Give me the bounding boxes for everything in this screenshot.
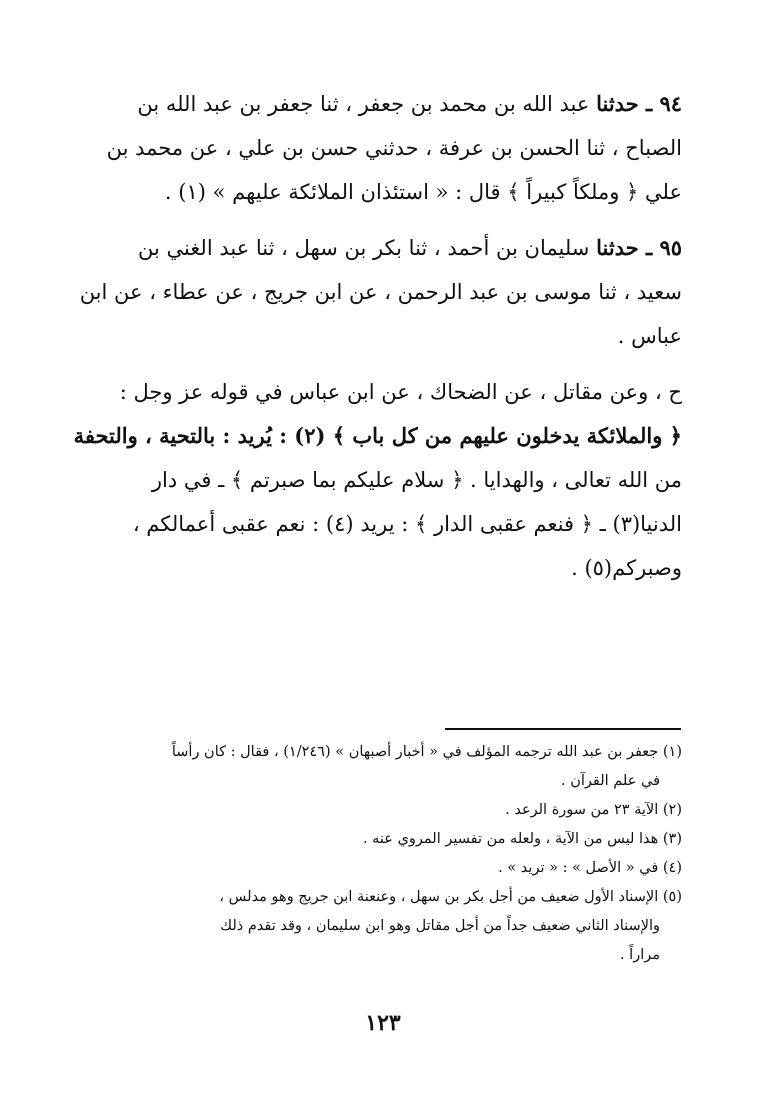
hadith-number-heading: ٩٤ ـ حدثنا [596, 91, 682, 116]
footnote-line: (١) جعفر بن عبد الله ترجمه المؤلف في « أخبار أصبهان » (١/٢٤٦) ، فقال : كان رأساً [171, 744, 682, 760]
paragraph-line [136, 170, 682, 214]
line-text: عبد الله بن محمد بن جعفر ، ثنا جعفر بن عبد الله بن [137, 92, 597, 116]
footnote-separator [445, 728, 681, 730]
paragraph-line [136, 314, 682, 358]
paragraph-line [73, 414, 682, 458]
footnote-line: (٤) في « الأصل » : « تريد » . [498, 860, 682, 876]
line-text: الصباح ، ثنا الحسن بن عرفة ، حدثني حسن بن علي ، عن محمد بن [106, 136, 682, 160]
line-text: سليمان بن أحمد ، ثنا بكر بن سهل ، ثنا عبد الغني بن [137, 236, 597, 260]
hadith-94-paragraph [106, 82, 682, 214]
paragraph-line [136, 226, 682, 270]
paragraph-line [119, 370, 682, 414]
line-text: ﴿ والملائكة يدخلون عليهم من كل باب ﴾ (٢) : يُريد : بالتحية ، والتحفة [73, 423, 682, 448]
hadith-95-paragraph [79, 226, 682, 358]
paragraph-line [132, 502, 682, 546]
paragraph-line [136, 458, 682, 502]
footnote-line: مراراً . [619, 947, 660, 963]
footnote-line: (٣) هذا ليس من الآية ، ولعله من تفسير المروي عنه . [362, 831, 682, 847]
line-text: عباس . [617, 324, 682, 348]
paragraph-line [136, 82, 682, 126]
footnote-line: (٥) الإسناد الأول ضعيف من أجل بكر بن سهل ، وعنعنة ابن جريج وهو مدلس ، [219, 889, 682, 905]
footnote-line: (٢) الآية ٢٣ من سورة الرعد . [505, 802, 682, 818]
line-text: الدنيا(٣) ـ ﴿ فنعم عقبى الدار ﴾ : يريد (٤) : نعم عقبى أعمالكم ، [132, 512, 682, 536]
line-text: من الله تعالى ، والهدايا . ﴿ سلام عليكم بما صبرتم ﴾ ـ في دار [151, 468, 682, 492]
footnote-line: في علم القرآن . [560, 773, 660, 789]
commentary-paragraph [73, 370, 682, 590]
paragraph-line [136, 546, 682, 590]
line-text: علي ﴿ وملكاً كبيراً ﴾ قال : « استئذان الملائكة عليهم » (١) . [164, 180, 682, 204]
page-number: ١٢٣ [365, 1010, 401, 1036]
line-text: وصبركم(٥) . [571, 556, 682, 580]
paragraph-line [79, 270, 682, 314]
paragraph-line [106, 126, 682, 170]
footnotes-section [136, 738, 682, 970]
line-text: ح ، وعن مقاتل ، عن الضحاك ، عن ابن عباس في قوله عز وجل : [119, 380, 682, 404]
hadith-number-heading: ٩٥ ـ حدثنا [596, 235, 682, 260]
line-text: سعيد ، ثنا موسى بن عبد الرحمن ، عن ابن جريج ، عن عطاء ، عن ابن [79, 280, 682, 304]
footnote-line: والإسناد الثاني ضعيف جداً من أجل مقاتل وهو ابن سليمان ، وقد تقدم ذلك [220, 918, 660, 934]
